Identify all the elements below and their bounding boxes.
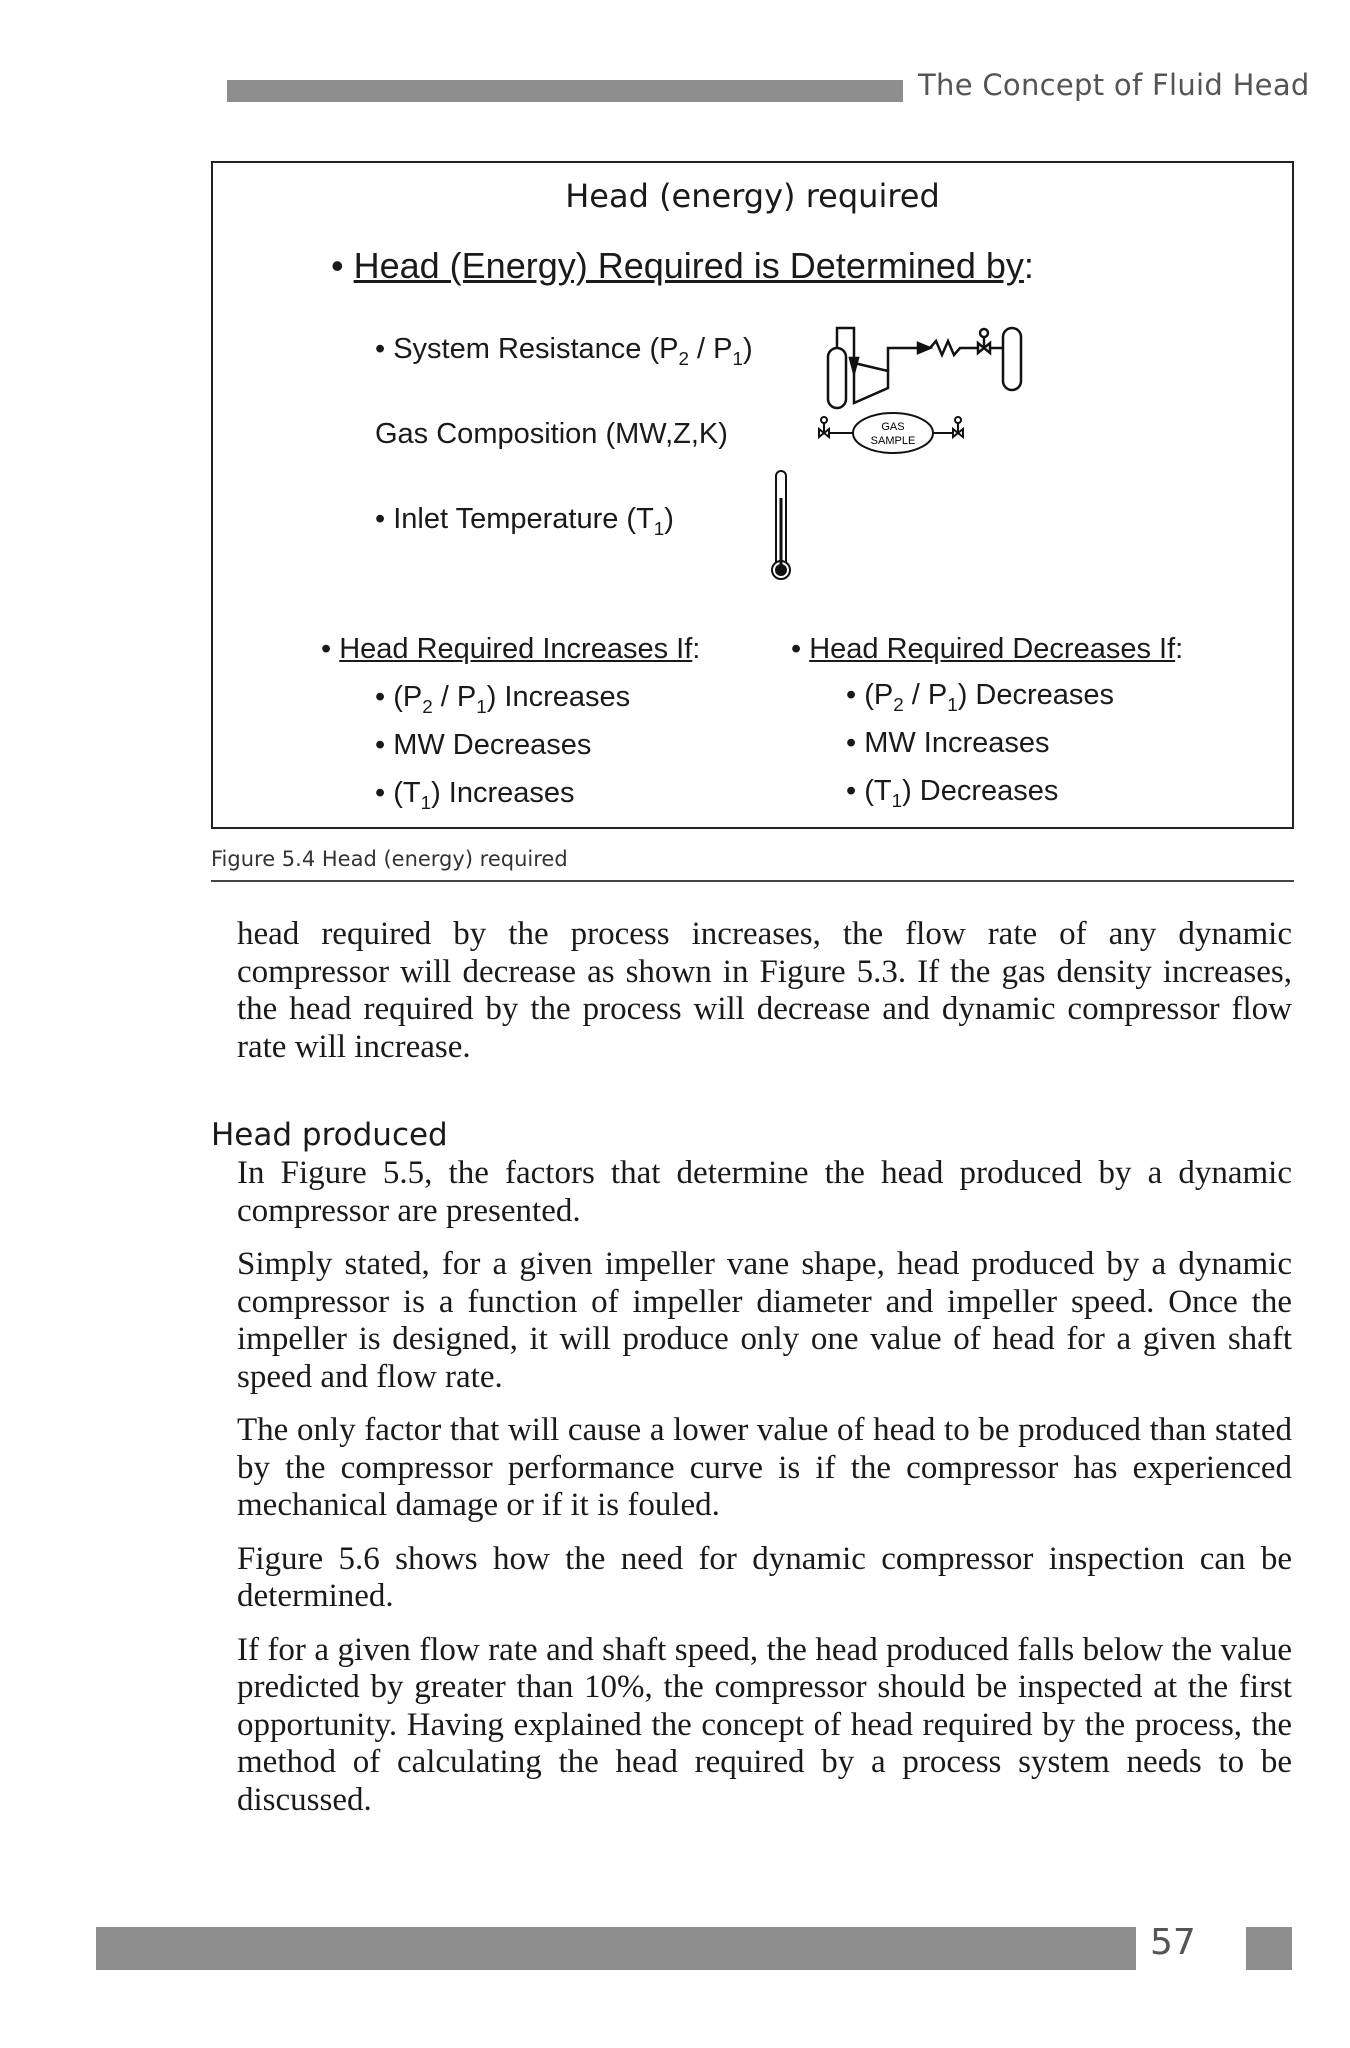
footer-square	[1246, 1927, 1292, 1970]
decreases-heading: • Head Required Decreases If:	[791, 633, 1184, 665]
running-title: The Concept of Fluid Head	[918, 68, 1310, 102]
page-number: 57	[1150, 1922, 1196, 1963]
decrease-item: • $(P_2 / P_1)$ Decreases	[846, 679, 1115, 715]
header-bar	[227, 80, 903, 102]
main-bullet: • Head (Energy) Required is Determined by:	[331, 245, 1034, 286]
figure-caption: Figure 5.4 Head (energy) required	[211, 847, 568, 871]
increase-item: • $(P_2 / P_1)$ Increases	[375, 681, 631, 717]
factor-system-resistance: • System Resistance $(P_2 / P_1)$	[375, 333, 753, 369]
footer-bar	[96, 1927, 1136, 1970]
paragraph: head required by the process increases, the flow rate of any dynamic compressor will decrease as shown in Figure 5.3. If the gas density increases, the head required by the process will decrease and dynamic compressor flow rate will increase.	[237, 916, 1292, 1065]
factor-inlet-temperature: • Inlet Temperature $(T_1)$	[375, 503, 674, 539]
decrease-item: • $(T_1)$ Decreases	[846, 775, 1059, 811]
decrease-item: • MW Increases	[846, 727, 1050, 759]
increases-heading: • Head Required Increases If:	[321, 633, 701, 665]
svg-text:GAS: GAS	[881, 421, 905, 433]
factor-gas-composition: Gas Composition (MW,Z,K)	[375, 418, 728, 450]
body-text	[237, 1155, 1292, 1835]
section-heading: Head produced	[211, 1117, 448, 1153]
paragraph: If for a given flow rate and shaft speed, the head produced falls below the value predicted by greater than 10%, the compressor should be inspected at the first opportunity. Having explained the concept of head required by the process, the method of calculating the head required by a process system needs to be discussed.	[237, 1631, 1292, 1818]
body-text-top	[237, 916, 1292, 1082]
gas-sample-icon	[813, 403, 1013, 463]
figure-title: Head (energy) required	[565, 177, 940, 215]
svg-text:SAMPLE: SAMPLE	[870, 435, 916, 447]
caption-rule	[211, 880, 1294, 882]
increase-item: • MW Decreases	[375, 729, 592, 761]
figure-box	[211, 161, 1294, 829]
increase-item: • $(T_1)$ Increases	[375, 777, 575, 813]
paragraph: Simply stated, for a given impeller vane shape, head produced by a dynamic compressor is a function of impeller diameter and impeller speed. Once the impeller is designed, it will produce only one value of head for a given shaft speed and flow rate.	[237, 1246, 1292, 1395]
thermometer-icon	[766, 468, 796, 583]
paragraph: Figure 5.6 shows how the need for dynamic compressor inspection can be determined.	[237, 1540, 1292, 1614]
system-diagram-icon	[818, 303, 1068, 413]
paragraph: The only factor that will cause a lower value of head to be produced than stated by the compressor performance curve is if the compressor has experienced mechanical damage or if it is fouled.	[237, 1412, 1292, 1523]
paragraph: In Figure 5.5, the factors that determine the head produced by a dynamic compressor are presented.	[237, 1155, 1292, 1229]
